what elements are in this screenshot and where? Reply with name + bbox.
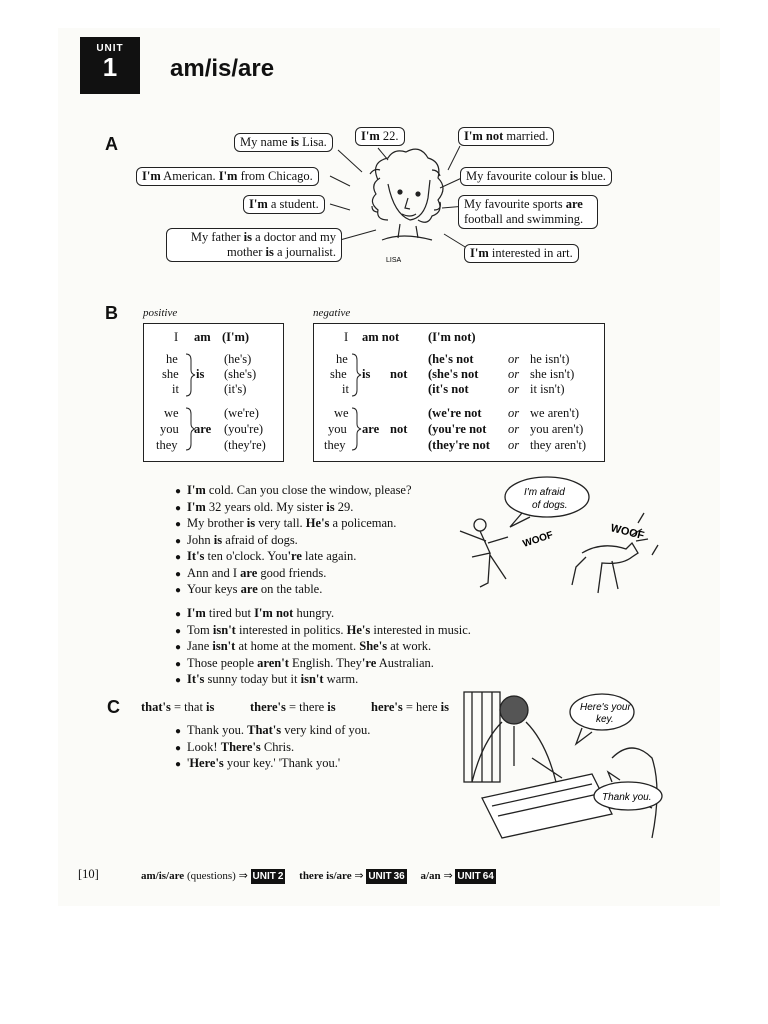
pos-they: they: [156, 438, 178, 452]
unit-2-badge[interactable]: UNIT 2: [252, 871, 284, 882]
page-title: am/is/are: [170, 55, 275, 82]
list-item: ● It's sunny today but it isn't warm.: [175, 672, 471, 689]
examples-list-c: [175, 723, 370, 773]
footer-link-3[interactable]: a/an ⇒ UNIT 64: [420, 870, 494, 883]
pos-i: I: [174, 330, 179, 344]
neg-he: he: [336, 352, 348, 366]
pos-we: we: [164, 406, 179, 420]
negative-label: negative: [313, 307, 351, 319]
section-c-label: C: [107, 697, 120, 717]
neg-shesnot: (she's not: [428, 367, 479, 381]
list-item: ● Look! There's Chris.: [175, 740, 370, 757]
list-item: ● I'm cold. Can you close the window, please?: [175, 483, 412, 500]
bubble-american: I'm American. I'm from Chicago.: [136, 167, 319, 186]
key-cartoon: [462, 688, 672, 848]
pos-am: am: [194, 330, 211, 344]
footer-link-2[interactable]: there is/are ⇒ UNIT 36: [299, 870, 405, 883]
bubble-father: My father is a doctor and my mother is a journalist.: [166, 228, 342, 262]
pos-hes: (he's): [224, 352, 252, 366]
dog-bubble-line2: of dogs.: [532, 500, 568, 511]
pos-he: he: [166, 352, 178, 366]
key-bubble-line2: key.: [596, 714, 614, 725]
pos-shes: (she's): [224, 367, 257, 381]
list-item: ● Thank you. That's very kind of you.: [175, 723, 370, 740]
list-item: ● Tom isn't interested in politics. He's interested in music.: [175, 623, 471, 640]
contraction-there: there's = there is: [250, 700, 336, 714]
pos-you: you: [160, 422, 179, 436]
neg-they: they: [324, 438, 346, 452]
unit-36-badge[interactable]: UNIT 36: [368, 871, 405, 882]
contraction-here: here's = here is: [371, 700, 449, 714]
neg-imnot: (I'm not): [428, 330, 476, 344]
neg-heisnt: he isn't): [530, 352, 570, 366]
neg-are: are: [362, 422, 380, 436]
neg-werenot: (we're not: [428, 406, 482, 420]
negative-table: [313, 323, 605, 462]
neg-wearent: we aren't): [530, 406, 580, 420]
dog-bubble-line1: I'm afraid: [524, 487, 565, 498]
unit-word: UNIT: [96, 43, 124, 54]
neg-or-2: or: [508, 367, 520, 381]
neg-or-4: or: [508, 406, 520, 420]
unit-number: 1: [102, 52, 118, 82]
neg-or-3: or: [508, 382, 520, 396]
neg-or-6: or: [508, 438, 520, 452]
unit-64-badge[interactable]: UNIT 64: [457, 871, 494, 882]
neg-we: we: [334, 406, 349, 420]
list-item: ● It's ten o'clock. You're late again.: [175, 549, 412, 566]
woof-2: WOOF: [609, 522, 646, 543]
pos-were: (we're): [224, 406, 259, 420]
neg-itsnot: (it's not: [428, 382, 469, 396]
neg-or-5: or: [508, 422, 520, 436]
lisa-caption: LISA: [386, 257, 402, 264]
neg-is-not: not: [390, 367, 408, 381]
pos-theyre: (they're): [224, 438, 266, 452]
neg-theyrenot: (they're not: [428, 438, 490, 452]
positive-table: [143, 323, 284, 462]
list-item: ● I'm tired but I'm not hungry.: [175, 606, 471, 623]
neg-theyarent: they aren't): [530, 438, 587, 452]
footer-link-1[interactable]: am/is/are (questions) ⇒ UNIT 2: [141, 870, 284, 883]
contraction-that: that's = that is: [141, 700, 215, 714]
pos-are: are: [194, 422, 212, 436]
neg-are-not: not: [390, 422, 408, 436]
list-item: ● 'Here's your key.' 'Thank you.': [175, 756, 370, 773]
key-bubble-line1: Here's your: [580, 702, 631, 713]
page-number: [10]: [78, 867, 99, 881]
bubble-student: I'm a student.: [243, 195, 325, 214]
neg-braces: [350, 352, 362, 452]
neg-or-1: or: [508, 352, 520, 366]
pos-its: (it's): [224, 382, 247, 396]
examples-list-2: [175, 606, 471, 689]
list-item: ● My brother is very tall. He's a policeman.: [175, 516, 412, 533]
examples-list-1: [175, 483, 412, 599]
neg-she: she: [330, 367, 347, 381]
list-item: ● Jane isn't at home at the moment. She's at work.: [175, 639, 471, 656]
neg-itisnt: it isn't): [530, 382, 565, 396]
pos-braces: [184, 352, 196, 452]
neg-i: I: [344, 330, 349, 344]
positive-label: positive: [143, 307, 178, 319]
neg-amnot: am not: [362, 330, 400, 344]
neg-sheisnt: she isn't): [530, 367, 575, 381]
list-item: ● Your keys are on the table.: [175, 582, 412, 599]
footer-links: [141, 869, 496, 884]
neg-is: is: [362, 367, 371, 381]
dog-cartoon: [452, 475, 667, 605]
bubble-name: My name is Lisa.: [234, 133, 333, 152]
neg-yourenot: (you're not: [428, 422, 487, 436]
section-a-label: A: [105, 134, 118, 154]
list-item: ● Those people aren't English. They're Australian.: [175, 656, 471, 673]
woof-1: WOOF: [521, 529, 555, 550]
bubble-married: I'm not married.: [458, 127, 554, 146]
pos-is: is: [196, 367, 205, 381]
key-bubble-2: Thank you.: [602, 792, 652, 803]
pos-im: (I'm): [222, 330, 250, 344]
bubble-colour: My favourite colour is blue.: [460, 167, 612, 186]
neg-youarent: you aren't): [530, 422, 584, 436]
list-item: ● John is afraid of dogs.: [175, 533, 412, 550]
bubble-sports: My favourite sports are football and swimming.: [458, 195, 598, 229]
neg-it: it: [342, 382, 349, 396]
section-b-label: B: [105, 303, 118, 323]
unit-badge: [80, 37, 140, 94]
neg-you: you: [328, 422, 347, 436]
bubble-interested: I'm interested in art.: [464, 244, 579, 263]
pos-it: it: [172, 382, 179, 396]
list-item: ● Ann and I are good friends.: [175, 566, 412, 583]
neg-hesnot: (he's not: [428, 352, 474, 366]
pos-she: she: [162, 367, 179, 381]
list-item: ● I'm 32 years old. My sister is 29.: [175, 500, 412, 517]
pos-youre: (you're): [224, 422, 264, 436]
bubble-age: I'm 22.: [355, 127, 405, 146]
